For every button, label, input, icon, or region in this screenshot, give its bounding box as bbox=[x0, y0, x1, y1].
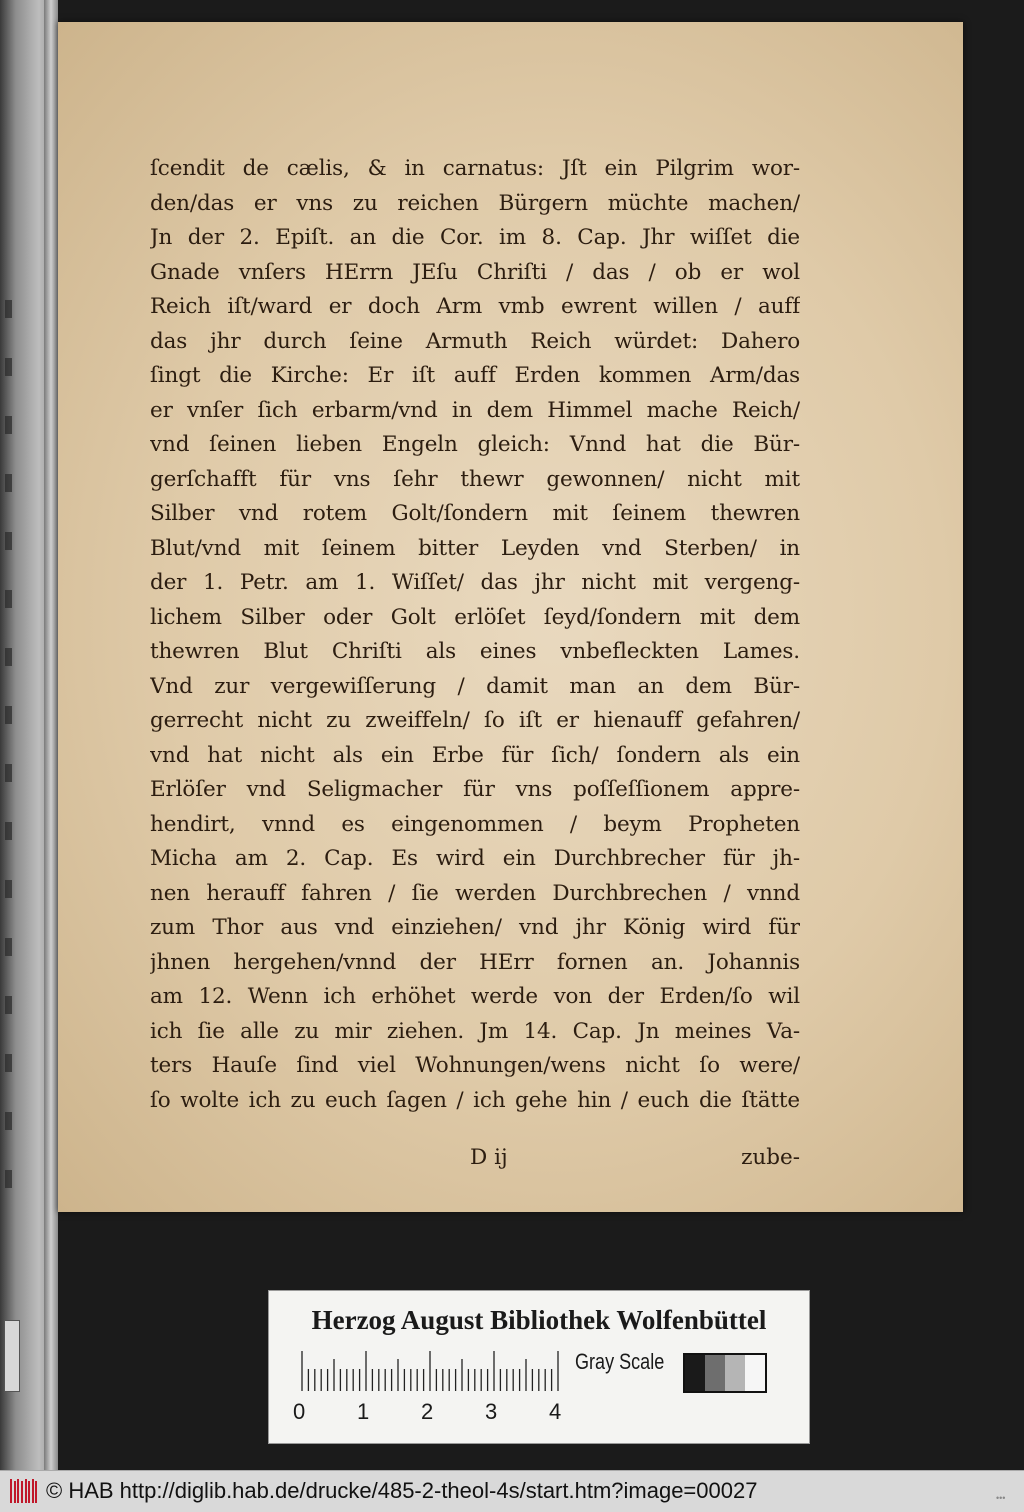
library-name: Herzog August Bibliothek Wolfenbüttel bbox=[311, 1305, 767, 1335]
ruler-number: 4 bbox=[549, 1399, 562, 1424]
hab-barcode-logo-icon bbox=[8, 1477, 38, 1505]
text-line: am 12. Wenn ich erhöhet werde von der Erden/ſo wil bbox=[150, 984, 800, 1009]
catchword: zube- bbox=[741, 1145, 800, 1170]
text-line: zum Thor aus vnd einziehen/ vnd jhr König wird für bbox=[150, 915, 800, 940]
scale-ruler bbox=[301, 1351, 563, 1391]
grayscale-swatches bbox=[683, 1353, 767, 1393]
text-line: hendirt, vnnd es eingenommen / beym Propheten bbox=[150, 811, 800, 837]
text-line: Reich iſt/ward er doch Arm vmb ewrent willen / auff bbox=[150, 294, 800, 319]
text-line: ters Hauſe ſind viel Wohnungen/wens nicht ſo were/ bbox=[150, 1053, 800, 1078]
ruler-number: 3 bbox=[485, 1399, 498, 1424]
ruler-ticks-icon bbox=[301, 1351, 563, 1391]
spine-label bbox=[4, 1320, 20, 1392]
text-line: Blut/vnd mit ſeinem bitter Leyden vnd Sterben/ in bbox=[150, 535, 800, 561]
status-url[interactable]: © HAB http://diglib.hab.de/drucke/485-2-theol-4s/start.htm?image=00027 bbox=[46, 1478, 758, 1503]
library-color-card bbox=[268, 1290, 810, 1444]
grayscale-swatch bbox=[705, 1355, 725, 1391]
book-page bbox=[58, 22, 963, 1212]
text-line: Erlöſer vnd Seligmacher für vns poſſeſſionem appre- bbox=[150, 777, 800, 802]
more-dots-icon: ••• bbox=[996, 1493, 1006, 1503]
text-line: ſingt die Kirche: Er iſt auff Erden kommen Arm/das bbox=[150, 363, 800, 388]
page-footer bbox=[150, 1145, 800, 1179]
ruler-numbers bbox=[293, 1399, 593, 1429]
grayscale-label: Gray Scale bbox=[575, 1349, 665, 1374]
signature-mark: D ij bbox=[470, 1145, 508, 1170]
text-line: ſcendit de cælis, & in carnatus: Jſt ein Pilgrim wor- bbox=[150, 156, 800, 181]
page-text-block bbox=[150, 152, 800, 1118]
text-line: Vnd zur vergewiſſerung / damit man an dem Bür- bbox=[150, 673, 800, 699]
text-line: gerrecht nicht zu zweiffeln/ ſo iſt er hienauff gefahren/ bbox=[150, 708, 800, 733]
text-line: jhnen hergehen/vnnd der HErr fornen an. Johannis bbox=[150, 949, 800, 975]
text-line: ich ſie alle zu mir ziehen. Jm 14. Cap. Jn meines Va- bbox=[150, 1018, 800, 1044]
text-line: Jn der 2. Epiſt. an die Cor. im 8. Cap. Jhr wiſſet die bbox=[150, 225, 800, 250]
grayscale-swatch bbox=[745, 1355, 765, 1391]
ruler-number: 0 bbox=[293, 1399, 306, 1424]
text-line: vnd ſeinen lieben Engeln gleich: Vnnd hat die Bür- bbox=[150, 432, 800, 457]
adjacent-page-text-fragments bbox=[2, 300, 16, 1120]
text-line: ſo wolte ich zu euch ſagen / ich gehe hin / euch die ſtätte bbox=[150, 1087, 800, 1113]
text-line: vnd hat nicht als ein Erbe für ſich/ ſondern als ein bbox=[150, 742, 800, 768]
text-line: nen herauff fahren / ſie werden Durchbrechen / vnnd bbox=[150, 880, 800, 906]
text-line: gerſchafft für vns ſehr thewr gewonnen/ nicht mit bbox=[150, 466, 800, 492]
text-line: Micha am 2. Cap. Es wird ein Durchbrecher für jh- bbox=[150, 846, 800, 871]
text-line: er vnſer ſich erbarm/vnd in dem Himmel mache Reich/ bbox=[150, 397, 800, 423]
grayscale-swatch bbox=[725, 1355, 745, 1391]
ruler-number: 2 bbox=[421, 1399, 434, 1424]
grayscale-swatch bbox=[685, 1355, 705, 1391]
text-line: lichem Silber oder Golt erlöſet ſeyd/ſondern mit dem bbox=[150, 604, 800, 630]
status-bar bbox=[0, 1470, 1024, 1512]
book-gutter bbox=[44, 0, 58, 1470]
text-line: Gnade vnſers HErrn JEſu Chriſti / das / ob er wol bbox=[150, 259, 800, 285]
text-line: der 1. Petr. am 1. Wiſſet/ das jhr nicht mit vergeng- bbox=[150, 570, 800, 595]
text-line: Silber vnd rotem Golt/ſondern mit ſeinem thewren bbox=[150, 501, 800, 526]
text-line: den/das er vns zu reichen Bürgern müchte machen/ bbox=[150, 190, 800, 216]
text-line: thewren Blut Chriſti als eines vnbefleckten Lames. bbox=[150, 639, 800, 664]
ruler-number: 1 bbox=[357, 1399, 370, 1424]
text-line: das jhr durch ſeine Armuth Reich würdet: Dahero bbox=[150, 328, 800, 354]
